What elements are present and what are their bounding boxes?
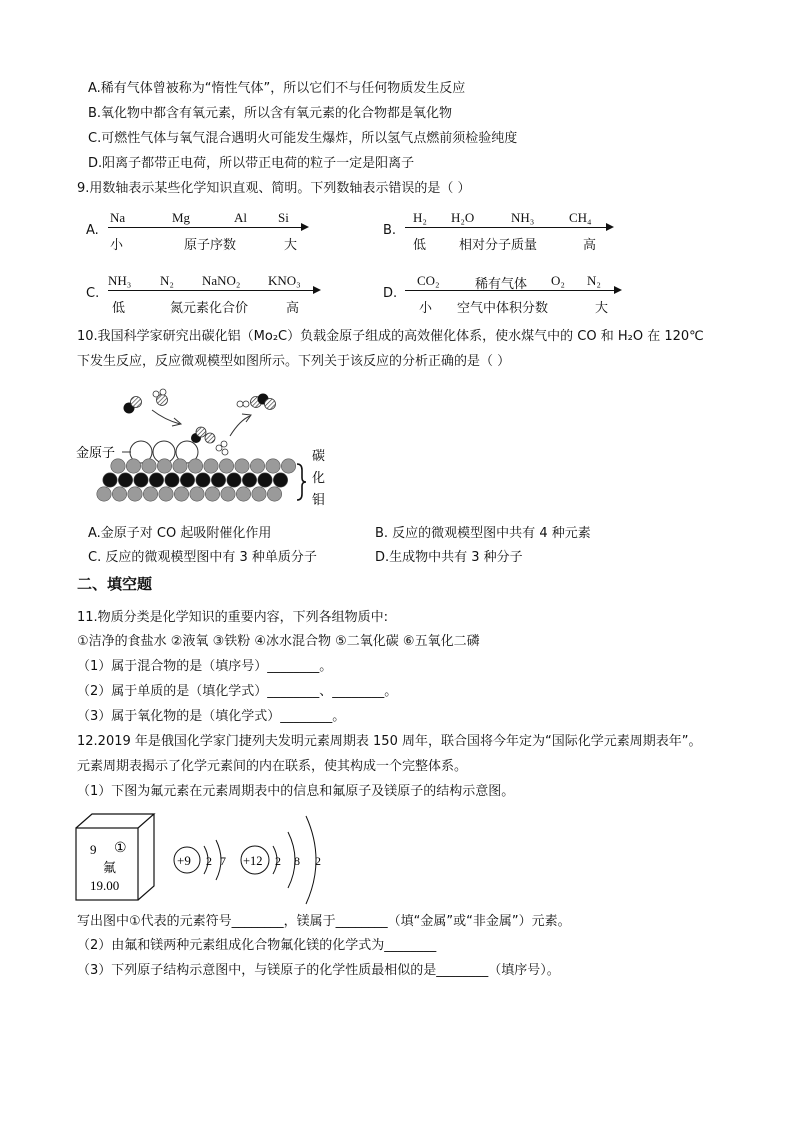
number-line-c [86,273,326,316]
question-11-part-1: （1）属于混合物的是（填序号）________。 [77,659,333,674]
carbon-atom [242,473,256,487]
molybdenum-atom [267,487,281,501]
axis-item: N₂ [587,273,601,288]
carbide-label-2: 化 [312,471,326,486]
axis-arrow [405,290,619,291]
axis-item: CH₄ [569,210,592,225]
atomic-number: 9 [90,842,97,857]
molybdenum-atom [252,487,266,501]
magnesium-shell-1: 2 [275,854,281,868]
molybdenum-carbide-layers [97,459,296,501]
element-name: 氟 [103,861,117,876]
option-label: D. [383,286,398,301]
carbon-atom [196,473,210,487]
question-10-stem-2: 下发生反应，反应微观模型如图所示。下列关于该反应的分析正确的是（ ） [77,354,511,369]
q10-option-d: D.生成物中共有 3 种分子 [375,550,523,565]
option-d: D.阳离子都带正电荷，所以带正电荷的粒子一定是阳离子 [88,156,415,171]
axis-low: 低 [413,238,427,253]
axis-item: Si [278,210,289,225]
reaction-model-figure [70,380,340,510]
magnesium-shell-3: 2 [315,854,321,868]
question-11-items: ①洁净的食盐水 ②液氧 ③铁粉 ④冰水混合物 ⑤二氧化碳 ⑥五氧化二磷 [77,634,480,649]
molybdenum-atom [142,459,156,473]
fluorine-atom-diagram [174,840,226,880]
carbon-atom [180,473,194,487]
axis-item: NaNO₂ [202,273,241,288]
number-line-d [383,273,623,316]
molybdenum-atom [159,487,173,501]
carbon-atom [227,473,241,487]
molybdenum-atom [174,487,188,501]
fluorine-magnesium-figure [70,810,340,910]
axis-item: H₂O [451,210,475,225]
magnesium-nucleus: +12 [243,854,263,868]
hydrogen-molecule [237,401,249,407]
molybdenum-atom [205,487,219,501]
q10-option-b: B. 反应的微观模型图中共有 4 种元素 [375,526,591,541]
molybdenum-atom [143,487,157,501]
carbon-atom [258,473,272,487]
axis-item: 稀有气体 [475,277,528,292]
molybdenum-atom [128,487,142,501]
molybdenum-atom [236,487,250,501]
axis-item: N₂ [160,273,174,288]
carbide-label-1: 碳 [312,449,326,464]
molybdenum-atom [250,459,264,473]
magnesium-atom-diagram [241,816,321,904]
molybdenum-atom [188,459,202,473]
molybdenum-atom [219,459,233,473]
axis-arrow [108,290,318,291]
question-12-part-3: （3）下列原子结构示意图中，与镁原子的化学性质最相似的是________（填序号）。 [77,963,560,978]
co2-molecule [251,394,276,410]
axis-low: 小 [419,301,433,316]
axis-high: 大 [284,238,298,253]
question-10-stem-1: 10.我国科学家研究出碳化铝（Mo₂C）负载金原子组成的高效催化体系，使水煤气中的 CO 和 H₂O 在 120℃ [77,329,704,344]
molybdenum-atom [112,487,126,501]
question-12-stem-2: 元素周期表揭示了化学元素间的内在联系，使其构成一个完整体系。 [77,759,468,774]
molybdenum-atom [126,459,140,473]
carbon-atom [165,473,179,487]
brace [297,464,306,500]
molybdenum-atom [281,459,295,473]
axis-item: O₂ [551,273,565,288]
desorb-arrow [230,416,250,436]
axis-low: 小 [110,238,124,253]
atomic-mass: 19.00 [90,878,120,893]
question-11-part-3: （3）属于氧化物的是（填化学式）________。 [77,709,346,724]
gold-atom-label: 金原子 [76,446,116,461]
axis-high: 高 [583,238,597,253]
q10-option-c: C. 反应的微观模型图中有 3 种单质分子 [88,550,317,565]
axis-low: 低 [112,301,126,316]
molybdenum-atom [266,459,280,473]
axis-item: NH₃ [108,273,132,288]
axis-title: 相对分子质量 [459,238,538,253]
question-11-part-2: （2）属于单质的是（填化学式）________、________。 [77,684,398,699]
option-c: C.可燃性气体与氧气混合遇明火可能发生爆炸，所以氢气点燃前须检验纯度 [88,131,518,146]
option-a: A.稀有气体曾被称为“惰性气体”，所以它们不与任何物质发生反应 [88,81,466,96]
molybdenum-atom [221,487,235,501]
section-heading: 二、填空题 [77,575,153,593]
fluorine-nucleus: +9 [177,853,191,868]
molybdenum-atom [111,459,125,473]
axis-title: 空气中体积分数 [457,301,549,316]
axis-item: Na [110,210,126,225]
option-label: C. [86,286,100,301]
molybdenum-atom [204,459,218,473]
axis-item: Mg [172,210,191,225]
element-cell-fluorine [76,814,154,900]
axis-item: Al [234,210,247,225]
number-line-a [86,210,316,253]
carbon-atom [118,473,132,487]
molybdenum-atom [190,487,204,501]
molybdenum-atom [173,459,187,473]
carbon-atom [103,473,117,487]
carbon-atom [134,473,148,487]
axis-title: 氮元素化合价 [170,301,249,316]
axis-item: NH₃ [511,210,535,225]
axis-title: 原子序数 [184,238,237,253]
fluorine-shell-1: 2 [206,854,212,868]
question-12-part-2: （2）由氟和镁两种元素组成化合物氟化镁的化学式为________ [77,938,437,953]
water-molecule [153,389,168,406]
magnesium-shell-2: 8 [294,854,300,868]
axis-high: 大 [595,301,609,316]
axis-high: 高 [286,301,300,316]
symbol-placeholder: ① [114,841,127,856]
axis-arrow [405,227,611,228]
question-12-part-1-answer: 写出图中①代表的元素符号________，镁属于________（填“金属”或“非金属”）元素。 [77,914,571,929]
question-12-stem-1: 12.2019 年是俄国化学家门捷列夫发明元素周期表 150 周年，联合国将今年定为“国际化学元素周期表年”。 [77,734,702,749]
q10-option-a: A.金原子对 CO 起吸附催化作用 [88,526,272,541]
option-b: B.氧化物中都含有氧元素，所以含有氧元素的化合物都是氧化物 [88,106,453,121]
molybdenum-atom [157,459,171,473]
carbon-atom [273,473,287,487]
number-line-b [383,210,623,253]
question-12-part-1: （1）下图为氟元素在元素周期表中的信息和氟原子及镁原子的结构示意图。 [77,784,515,799]
option-label: B. [383,223,397,238]
axis-item: H₂ [413,210,427,225]
carbon-atom [211,473,225,487]
molybdenum-atom [235,459,249,473]
molybdenum-atom [97,487,111,501]
question-11-stem: 11.物质分类是化学知识的重要内容，下列各组物质中: [77,610,389,625]
adsorb-arrow [152,410,180,424]
carbide-label-3: 钼 [312,493,326,508]
axis-item: CO₂ [417,273,440,288]
question-9-stem: 9.用数轴表示某些化学知识直观、简明。下列数轴表示错误的是（ ） [77,181,471,196]
axis-item: KNO₃ [268,273,301,288]
axis-arrow [108,227,306,228]
carbon-atom [149,473,163,487]
co-molecule [124,397,142,414]
option-label: A. [86,223,99,238]
fluorine-shell-2: 7 [220,854,226,868]
